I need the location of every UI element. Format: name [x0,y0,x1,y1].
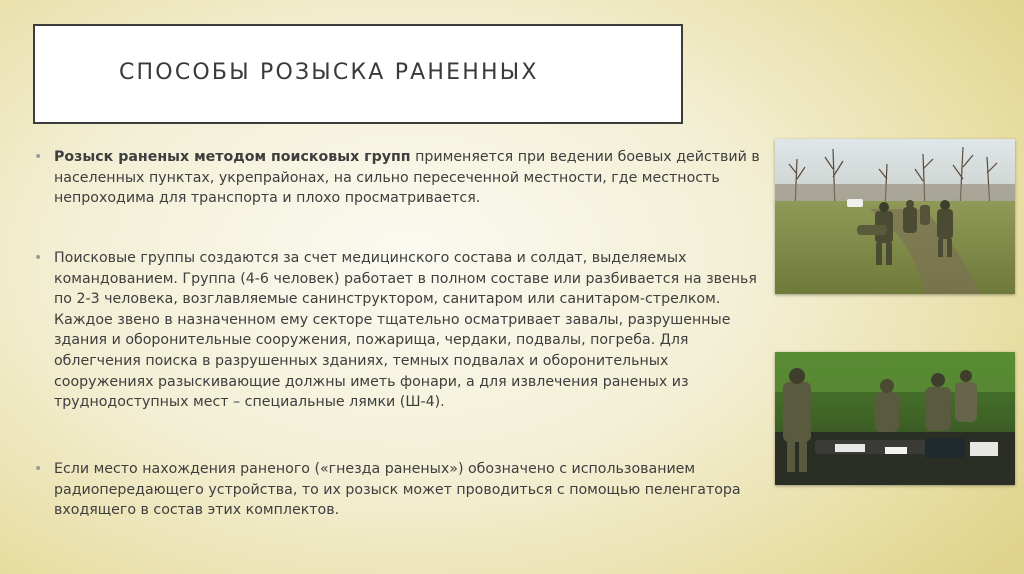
bullet-item-1 [34,147,764,209]
bullet-item-3 [34,459,764,521]
bullet-marker: • [34,250,43,266]
bullet-item-2 [34,248,764,413]
bullet-3-text: Если место нахождения раненого («гнезда раненых») обозначено с использованием радиопередающего устройства, то их розыск может проводиться с помощью пеленгатора входящего в состав этих комплектов. [54,461,741,519]
bullet-marker: • [34,149,43,165]
photo-medics-treating-wounded [775,352,1015,485]
bullet-marker: • [34,461,43,477]
title-box [33,24,683,124]
bullet-1-text: применяется при ведении боевых действий в населенных пунктах, укрепрайонах, на сильно пересеченной местности, где местность непроходима для транспорта и плохо просматривается. [54,149,760,207]
bullet-2-text: Поисковые группы создаются за счет медицинского состава и солдат, выделяемых командованием. Группа (4-6 человек) работает в полном составе или разбивается на звенья по 2-3 человека, возглавляемые санинструктором, санитаром или санитаром-стрелком. Каждое звено в назначенном ему секторе тщательно осматривает завалы, разрушенные здания и оборонительные сооружения, пожарища, чердаки, подвалы, погреба. Для облегчения поиска в разрушенных зданиях, темных подвалах и оборонительных сооружениях разыскивающие должны иметь фонари, а для извлечения раненых из труднодоступных мест – специальные лямки (Ш-4). [54,250,757,411]
slide-title: СПОСОБЫ РОЗЫСКА РАНЕННЫХ [119,60,539,85]
photo-search-group-field [775,139,1015,294]
bullet-1-bold-text: Розыск раненых методом поисковых групп [54,149,411,165]
